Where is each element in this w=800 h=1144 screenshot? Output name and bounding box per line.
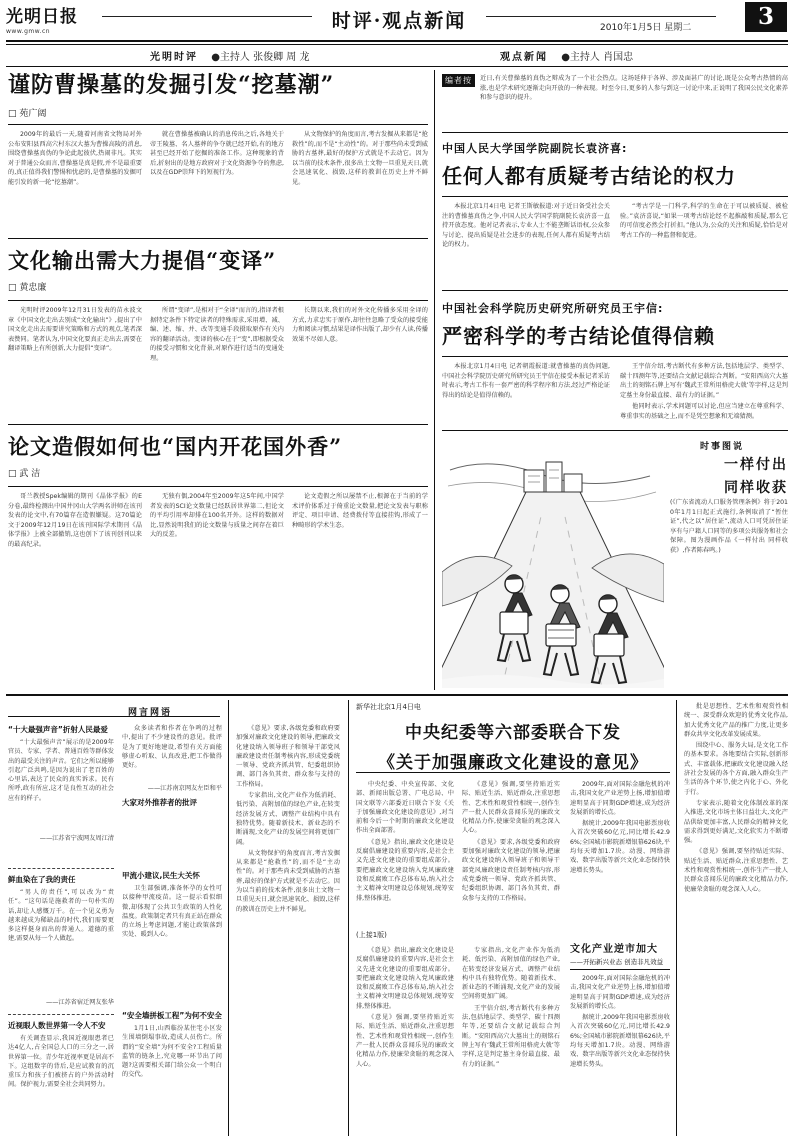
logo-url: www.gmw.cn — [6, 28, 51, 35]
paragraph: 《意见》要求,各级党委和政府要加强对廉政文化建设的领导,把廉政文化建设纳入领导班子和领导干部党风廉政建设责任制考核内容,形成党委统一领导、党政齐抓共管、纪委组织协调、部门各负其责、群众参与支持的工作格局。 — [462, 838, 560, 902]
paragraph: 卫生部强调,准备怀孕的女性可以接种甲流疫苗。这一提示看似细微,却体现了公共卫生政策的人性化温度。政策制定者只有真正站在群众的立场上考虑问题,才能让政策落到实处、暖到人心。 — [122, 885, 222, 939]
article5-kicker: 中国社会科学院历史研究所研究员王宇信: — [442, 302, 664, 315]
cartoon-title — [676, 454, 788, 497]
article-headline: 论文造假如何也“国内开花国外香” — [8, 434, 343, 459]
paragraph: 《意见》强调,要坚持贴近实际、贴近生活、贴近群众,注重思想性、艺术性和观赏性相统一,创作生产一批人民群众喜闻乐见的廉政文化精品力作,使廉荣贪耻的观念深入人心。 — [684, 848, 788, 893]
main-vertical-divider — [434, 70, 435, 690]
central-dateline: 新华社北京1月4日电 — [356, 703, 421, 711]
article2-col3 — [292, 306, 428, 416]
cartoon-title-line1: 一样付出 — [724, 457, 788, 473]
paragraph: 《意见》强调,要坚持贴近实际、贴近生活、贴近群众,注重思想性、艺术性和观赏性相统一,创作生产一批人民群众喜闻乐见的廉政文化精品力作,使廉荣贪耻的观念深入人心。 — [462, 781, 560, 835]
article4-headline: 任何人都有质疑考古结论的权力 — [442, 164, 736, 188]
wangyan-item-title: 近视眼人数世界第一令人不安 — [8, 1021, 106, 1030]
central-headline: 中央纪委等六部委联合下发 — [405, 723, 621, 743]
paragraph: 《意见》指出,廉政文化建设是反腐倡廉建设的重要内容,是社会主义先进文化建设的重要组成部分。要把廉政文化建设纳入党风廉政建设和反腐败工作总体布局,纳入社会主义精神文明建设总体规划,统筹安排,整体推进。 — [356, 838, 454, 902]
article4-col2 — [620, 202, 788, 282]
paragraph: 围绕中心、服务大局,是文化工作的基本要求。各地要结合实际,创新形式、丰富载体,把廉政文化建设融入经济社会发展的各个方面,融入群众生产生活的各个环节,使之内化于心、外化于行。 — [684, 742, 788, 796]
wangyan-extra-title: 甲流小建议,民生大关怀 — [122, 871, 200, 880]
column-head-left — [150, 48, 309, 64]
central-lower-col1 — [356, 946, 454, 1132]
article-guard-tomb — [8, 72, 428, 119]
paragraph: 《意见》强调,要坚持贴近实际、贴近生活、贴近群众,注重思想性、艺术性和观赏性相统一,创作生产一批人民群众喜闻乐见的廉政文化精品力作,使廉荣贪耻的观念深入人心。 — [356, 1014, 454, 1068]
page-number-badge: 3 — [745, 2, 787, 32]
wangyan-extra-source: ——江苏南京网友左臣和平 — [147, 785, 222, 792]
masthead-rule-right — [486, 16, 716, 17]
article-byline: □ 苑广阔 — [8, 108, 47, 119]
paragraph: 他同时表示,学术问题可以讨论,但应当建立在尊重科学、尊重事实的基础之上,而不是凭空想象和无端猜测。 — [620, 403, 788, 421]
article4-bottom-rule — [442, 290, 788, 291]
column-head-left-host: ●主持人 张俊卿 周 龙 — [211, 52, 310, 63]
lower-divider-1 — [228, 700, 229, 1136]
wangyan-sep-2 — [8, 1014, 114, 1015]
masthead-divider-thick — [6, 40, 788, 42]
paragraph: 从文物保护的角度而言,考古发掘从来都是“抢救性”的,而不是“主动性”的。对于那些尚未受到威胁的古墓葬,最好的保护方式就是不去动它。因为以当前的技术条件,很多出土文物一旦重见天日,就会迅速氧化、损毁,这样的教训在历史上并不鲜见。 — [292, 131, 428, 187]
central-headline2: 《关于加强廉政文化建设的意见》 — [378, 753, 648, 773]
culture-industry-subhead: ——开拓新兴业态 创造非凡效益 — [570, 958, 664, 966]
article-yuan-jixi — [442, 140, 788, 189]
wangyan-item-title: “十大最强声音”折射人民最爱 — [8, 725, 108, 734]
article1-rule — [8, 124, 428, 125]
paragraph: 长期以来,我们的对外文化传播多采用全译的方式,力求忠实于原作,却往往忽略了受众的接受能力和阅读习惯,结果是译作出版了,却少有人读,传播效果不尽如人意。 — [292, 307, 428, 343]
article3-col3 — [292, 492, 428, 688]
article-headline: 文化输出需大力提倡“变译” — [8, 248, 277, 273]
central-lower-col2 — [462, 946, 560, 1132]
column-head-underline — [6, 66, 788, 67]
wangyan-extra-title: “安全墙拼板工程”为何不安全 — [122, 1011, 222, 1020]
article3-rule — [8, 486, 428, 487]
lower-divider-3 — [676, 700, 677, 1136]
article-byline: □ 武 洁 — [8, 469, 41, 480]
culture-industry-block — [570, 940, 670, 1134]
article-headline: 谨防曹操墓的发掘引发“挖墓潮” — [8, 72, 335, 98]
paragraph: 论文造假之所以屡禁不止,根源在于当前的学术评价体系过于倚重论文数量,把论文发表与职称评定、项目申请、经费拨付等直接挂钩,形成了一种畸形的学术生态。 — [292, 493, 428, 529]
column-head-left-title: 光明时评 — [150, 52, 198, 63]
cartoon-illustration — [442, 452, 664, 688]
paragraph: 本报北京1月4日电 记者朝霞报道:就曹操墓的真伪问题,中国社会科学院历史研究所研究员王宇信在接受本报记者采访时表示,考古工作有一套严密的科学程序和方法,经过严格论证得出的结论是值得信赖的。 — [442, 363, 610, 399]
masthead-rule-left — [102, 16, 312, 17]
culture-industry-rule — [570, 969, 670, 970]
central-headline-block — [356, 718, 670, 773]
paragraph: 批是思想性、艺术性和观赏性相统一、深受群众欢迎的优秀文化作品,加大优秀文化产品的推广力度,让更多群众共享文化改革发展成果。 — [684, 703, 788, 738]
wangyan-item-body: “十大最强声音”展示的是2009年官员、专家、学者、普通百姓等群体发出的最受关注的声音。它们之所以能够引起广泛共鸣,是因为说出了老百姓的心里话,表达了民众的真实诉求。民有所呼,政有所应,这才是良性互动的社会应有的样子。 — [8, 739, 114, 802]
column-head-right-title: 观点新闻 — [500, 52, 548, 63]
wangyan-item-source: ——江苏省宿迁网友张华 — [45, 999, 114, 1006]
paragraph: 据统计,2009年我国电影票房收入首次突破60亿元,同比增长42.96%;全国城市影院新增银幕626块,平均每天增加1.7块。动漫、网络游戏、数字出版等新兴文化业态保持快速增长势头。 — [570, 820, 670, 874]
editor-note-label: 编者按 — [442, 74, 475, 87]
lower-section-divider — [6, 694, 788, 696]
culture-industry-headline: 文化产业逆市加大 — [570, 944, 658, 955]
wangyan-item-3 — [8, 1020, 114, 1138]
logo-name: 光明日报 — [6, 7, 78, 27]
article-byline: □ 黄忠廉 — [8, 283, 47, 294]
article2-rule — [8, 300, 428, 301]
central-overflow-col — [236, 724, 340, 1124]
article1-col3 — [292, 130, 428, 230]
publication-date: 2010年1月5日 星期二 — [600, 23, 692, 33]
paragraph: 众多读者和作者在争鸣的过程中,提出了不少建设性的意见。批评是为了更好地建设,希望有关方面能够虚心听取、认真改进,把工作做得更好。 — [122, 725, 222, 770]
central-col3 — [570, 780, 670, 920]
column-head-right-host: ●主持人 肖国忠 — [561, 52, 634, 63]
paragraph: 就在曹操墓被确认的消息传出之后,各地关于帝王陵墓、名人墓葬的争夺就已经开始,有的地方甚至已经开始了挖掘的准备工作。这种现象的背后,折射出的是地方政府对于文化资源争夺的焦虑,以及在GDP崇拜下的短视行为。 — [150, 131, 284, 177]
paragraph: 王宇信介绍,考古断代有多种方法,包括地层学、类型学、碳十四测年等,还要结合文献记载综合判断。“安阳西高穴大墓出土的刻铭石牌上写有‘魏武王常所用格虎大戟’等字样,这是判定墓主身份最直接、最有力的证据。” — [462, 1004, 560, 1068]
wangyan-section-label: 网言网语 — [128, 708, 173, 718]
article5-rule — [442, 356, 788, 357]
wangyan-underline — [8, 716, 220, 717]
wangyan-sep-1 — [8, 868, 114, 869]
wangyan-item-title: 鲜血染在了我的责任 — [8, 875, 76, 884]
article-culture-export — [8, 248, 428, 293]
cartoon-title-line2: 同样收获 — [724, 480, 788, 496]
cartoon-caption — [670, 498, 788, 688]
article1-bottom-rule — [8, 238, 428, 239]
article3-col2 — [150, 492, 284, 688]
article2-bottom-rule — [8, 424, 428, 425]
paragraph: 王宇信介绍,考古断代有多种方法,包括地层学、类型学、碳十四测年等,还要结合文献记载综合判断。“安阳西高穴大墓出土的刻铭石牌上写有‘魏武王常所用格虎大戟’等字样,这是判定墓主身份最直接、最有力的证据。” — [620, 363, 788, 399]
newspaper-logo — [6, 2, 98, 36]
editor-note-text — [480, 74, 788, 126]
central-rule — [356, 772, 670, 773]
masthead — [0, 0, 800, 40]
article1-col2 — [150, 130, 284, 230]
article4-rule — [442, 196, 788, 197]
article3-col1 — [8, 492, 142, 688]
paragraph: (《广东省流动人口服务管理条例》将于2010年1月1日起正式施行,条例取消了“暂住证”,代之以“居住证”,流动人口可凭居住证享有与户籍人口同等的多项公共服务和社会保障。图为漫画作品《一样付出 同样收获》,作者陈春鸣。) — [670, 499, 788, 555]
article1-col1 — [8, 130, 142, 230]
paragraph: 2009年,面对国际金融危机的冲击,我国文化产业逆势上扬,增加值增速明显高于同期GDP增速,成为经济发展新的增长点。 — [570, 781, 670, 816]
page-title: 时评·观点新闻 — [331, 10, 467, 32]
article-wang-yuxin — [442, 300, 788, 349]
article5-headline: 严密科学的考古结论值得信赖 — [442, 324, 715, 348]
photo-feature-label: 时事图说 — [700, 442, 745, 452]
paragraph: 专家指出,文化产业作为低消耗、低污染、高附加值的绿色产业,在转变经济发展方式、调整产业结构中具有独特优势。随着新技术、新业态的不断涌现,文化产业的发展空间将更加广阔。 — [236, 792, 340, 846]
article2-col2 — [150, 306, 284, 416]
lower-right-col — [684, 702, 788, 1132]
paragraph: 无独有偶,2004年至2009年这5年间,中国学者发表的SCI论文数量已经跃居世界第二,但论文的平均引用率却排在100名开外。这样的数据对比,显然说明我们的论文数量与质量之间存在着巨大的反差。 — [150, 493, 284, 539]
article5-col1 — [442, 362, 610, 424]
lower-divider-2 — [348, 700, 349, 1136]
central-col2 — [462, 780, 560, 920]
paragraph: 2009年的最后一天,随着河南省文物局对外公布安阳县西高穴村东汉大墓为曹操高陵的消息,围绕曹操墓真伪的争论此起彼伏,热闹非凡。其实对于普通公众而言,曹操墓是真是假,并不是最重要的,真正值得我们警惕和忧虑的,是曹操墓的发掘可能引发的新一轮“挖墓潮”。 — [8, 131, 142, 187]
wangyan-item-2 — [8, 874, 114, 1007]
wangyan-extra-title: 大家对外推荐者的批评 — [122, 798, 197, 808]
paragraph: 2009年,面对国际金融危机的冲击,我国文化产业逆势上扬,增加值增速明显高于同期GDP增速,成为经济发展新的增长点。 — [570, 975, 670, 1010]
central-col1 — [356, 780, 454, 920]
wangyan-item-body: 有关调查显示,我国近视眼患者已达4亿人,占全国总人口的三分之一,居世界第一位。青少年近视率更是居高不下。这组数字的背后,是应试教育的沉重压力和孩子们被挤占的户外活动时间。保护视力,需要全社会共同努力。 — [8, 1035, 114, 1089]
article-thesis-fraud — [8, 434, 428, 479]
paragraph: 所谓“变译”,是相对于“全译”而言的,指译者根据特定条件下特定读者的特殊需求,采用增、减、编、述、缩、并、改等变通手段摄取原作有关内容的翻译活动。变译的核心在于“变”,即根据受众的接受习惯和文化背景,对原作进行适当的变通处理。 — [150, 307, 284, 363]
paragraph: 哥兰教授Spek编辑的期刊《晶体学报》的E分卷,最终检测出中国井冈山大学两名讲师在该刊发表的论文中,有70篇存在造假嫌疑。这70篇论文于2009年12月19日在该刊国际学术期刊《晶体学报》上被全部撤销,这也创下了该刊创刊以来的最高纪录。 — [8, 493, 142, 549]
wangyan-item-source: ——江苏省宁波网友周江清 — [39, 835, 114, 842]
photo-feature-top-rule — [442, 430, 788, 431]
editor-note-rule — [442, 132, 788, 133]
paragraph: 中央纪委、中央宣传部、文化部、新闻出版总署、广电总局、中国文联等六部委近日联合下发《关于加强廉政文化建设的意见》,对当前和今后一个时期的廉政文化建设作出全面部署。 — [356, 781, 454, 835]
paragraph: 《意见》指出,廉政文化建设是反腐倡廉建设的重要内容,是社会主义先进文化建设的重要组成部分。要把廉政文化建设纳入党风廉政建设和反腐败工作总体布局,纳入社会主义精神文明建设总体规划,统筹安排,整体推进。 — [356, 947, 454, 1010]
article2-col1 — [8, 306, 142, 416]
paragraph: 据统计,2009年我国电影票房收入首次突破60亿元,同比增长42.96%;全国城市影院新增银幕626块,平均每天增加1.7块。动漫、网络游戏、数字出版等新兴文化业态保持快速增长势头。 — [570, 1014, 670, 1068]
wangyan-extra-2 — [122, 1010, 222, 1138]
article4-kicker: 中国人民大学国学院副院长袁济喜: — [442, 142, 628, 155]
article4-col1 — [442, 202, 610, 282]
wangyan-extra-1 — [122, 870, 222, 1004]
paragraph: 从文物保护的角度而言,考古发掘从来都是“抢救性”的,而不是“主动性”的。对于那些尚未受到威胁的古墓葬,最好的保护方式就是不去动它。因为以当前的技术条件,很多出土文物一旦重见天日,就会迅速氧化、损毁,这样的教训在历史上并不鲜见。 — [236, 849, 340, 913]
paragraph: “考古学是一门科学,科学的生命在于可以被质疑、被检验。”袁济喜说,“如果一项考古结论经不起推敲和质疑,那么它的可信度必然会打折扣。”他认为,公众的关注和质疑,恰恰是对考古工作的一种监督和促进。 — [620, 203, 788, 239]
masthead-divider-thin — [6, 44, 788, 45]
wangyan-item-1 — [8, 724, 114, 843]
article5-col2 — [620, 362, 788, 424]
continued-from-note: (上接1版) — [356, 931, 387, 939]
column-head-right — [500, 48, 633, 64]
wangyan-extra-3 — [122, 724, 222, 808]
editor-note — [442, 74, 788, 126]
paragraph: 专家表示,随着文化体制改革的深入推进,文化市场主体日益壮大,文化产品供给更加丰富,人民群众的精神文化需求得到更好满足,文化软实力不断增强。 — [684, 799, 788, 845]
paragraph: 近日,有关曹操墓的真伪之辩成为了一个社会热点。这场延伸于各界、涉及面甚广的讨论,既是公众考古热情的高涨,也是学术研究逐渐走向开放的一种表现。时至今日,更多的人参与到这一讨论中来,正说明了我国公民文化素养和参与意识的提升。 — [480, 75, 788, 102]
paragraph: 本报北京1月4日电 记者王斯敏报道:对于近日备受社会关注的曹操墓真伪之争,中国人民大学国学院副院长袁济喜一直持开放态度。他对记者表示,专业人士不能垄断话语权,公众参与讨论、提出质疑是社会进步的表现,任何人都有质疑考古结论的权力。 — [442, 203, 610, 249]
paragraph: 1月1日,山西临汾某住宅小区发生围墙倒塌事故,造成人员伤亡。所谓的“安全墙”为何不安全?工程质量监管的链条上,究竟哪一环节出了问题?这需要相关部门给公众一个明白的交代。 — [122, 1025, 222, 1079]
paragraph: 专家指出,文化产业作为低消耗、低污染、高附加值的绿色产业,在转变经济发展方式、调整产业结构中具有独特优势。随着新技术、新业态的不断涌现,文化产业的发展空间将更加广阔。 — [462, 947, 560, 1001]
wangyan-item-body: “男人的责任”,可以改为“责任”。“这句话是施救者的一句朴实的话,却让人感慨万千。在一个见义勇为越来越成为稀缺品的时代,我们需要更多这样挺身而出的普通人。道德的重建,需要从每一个人做起。 — [8, 889, 114, 943]
paragraph: 光明时评2009年12月31日发表的苗永波文章《中国文化走出去别成“文化输出”》,提出了中国文化走出去需要讲究策略和方式的观点,笔者深表赞同。笔者认为,中国文化要真正走出去,需要在翻译策略上有所创新,大力提倡“变译”。 — [8, 307, 142, 353]
paragraph: 《意见》要求,各级党委和政府要加强对廉政文化建设的领导,把廉政文化建设纳入领导班子和领导干部党风廉政建设责任制考核内容,形成党委统一领导、党政齐抓共管、纪委组织协调、部门各负其责、群众参与支持的工作格局。 — [236, 725, 340, 788]
